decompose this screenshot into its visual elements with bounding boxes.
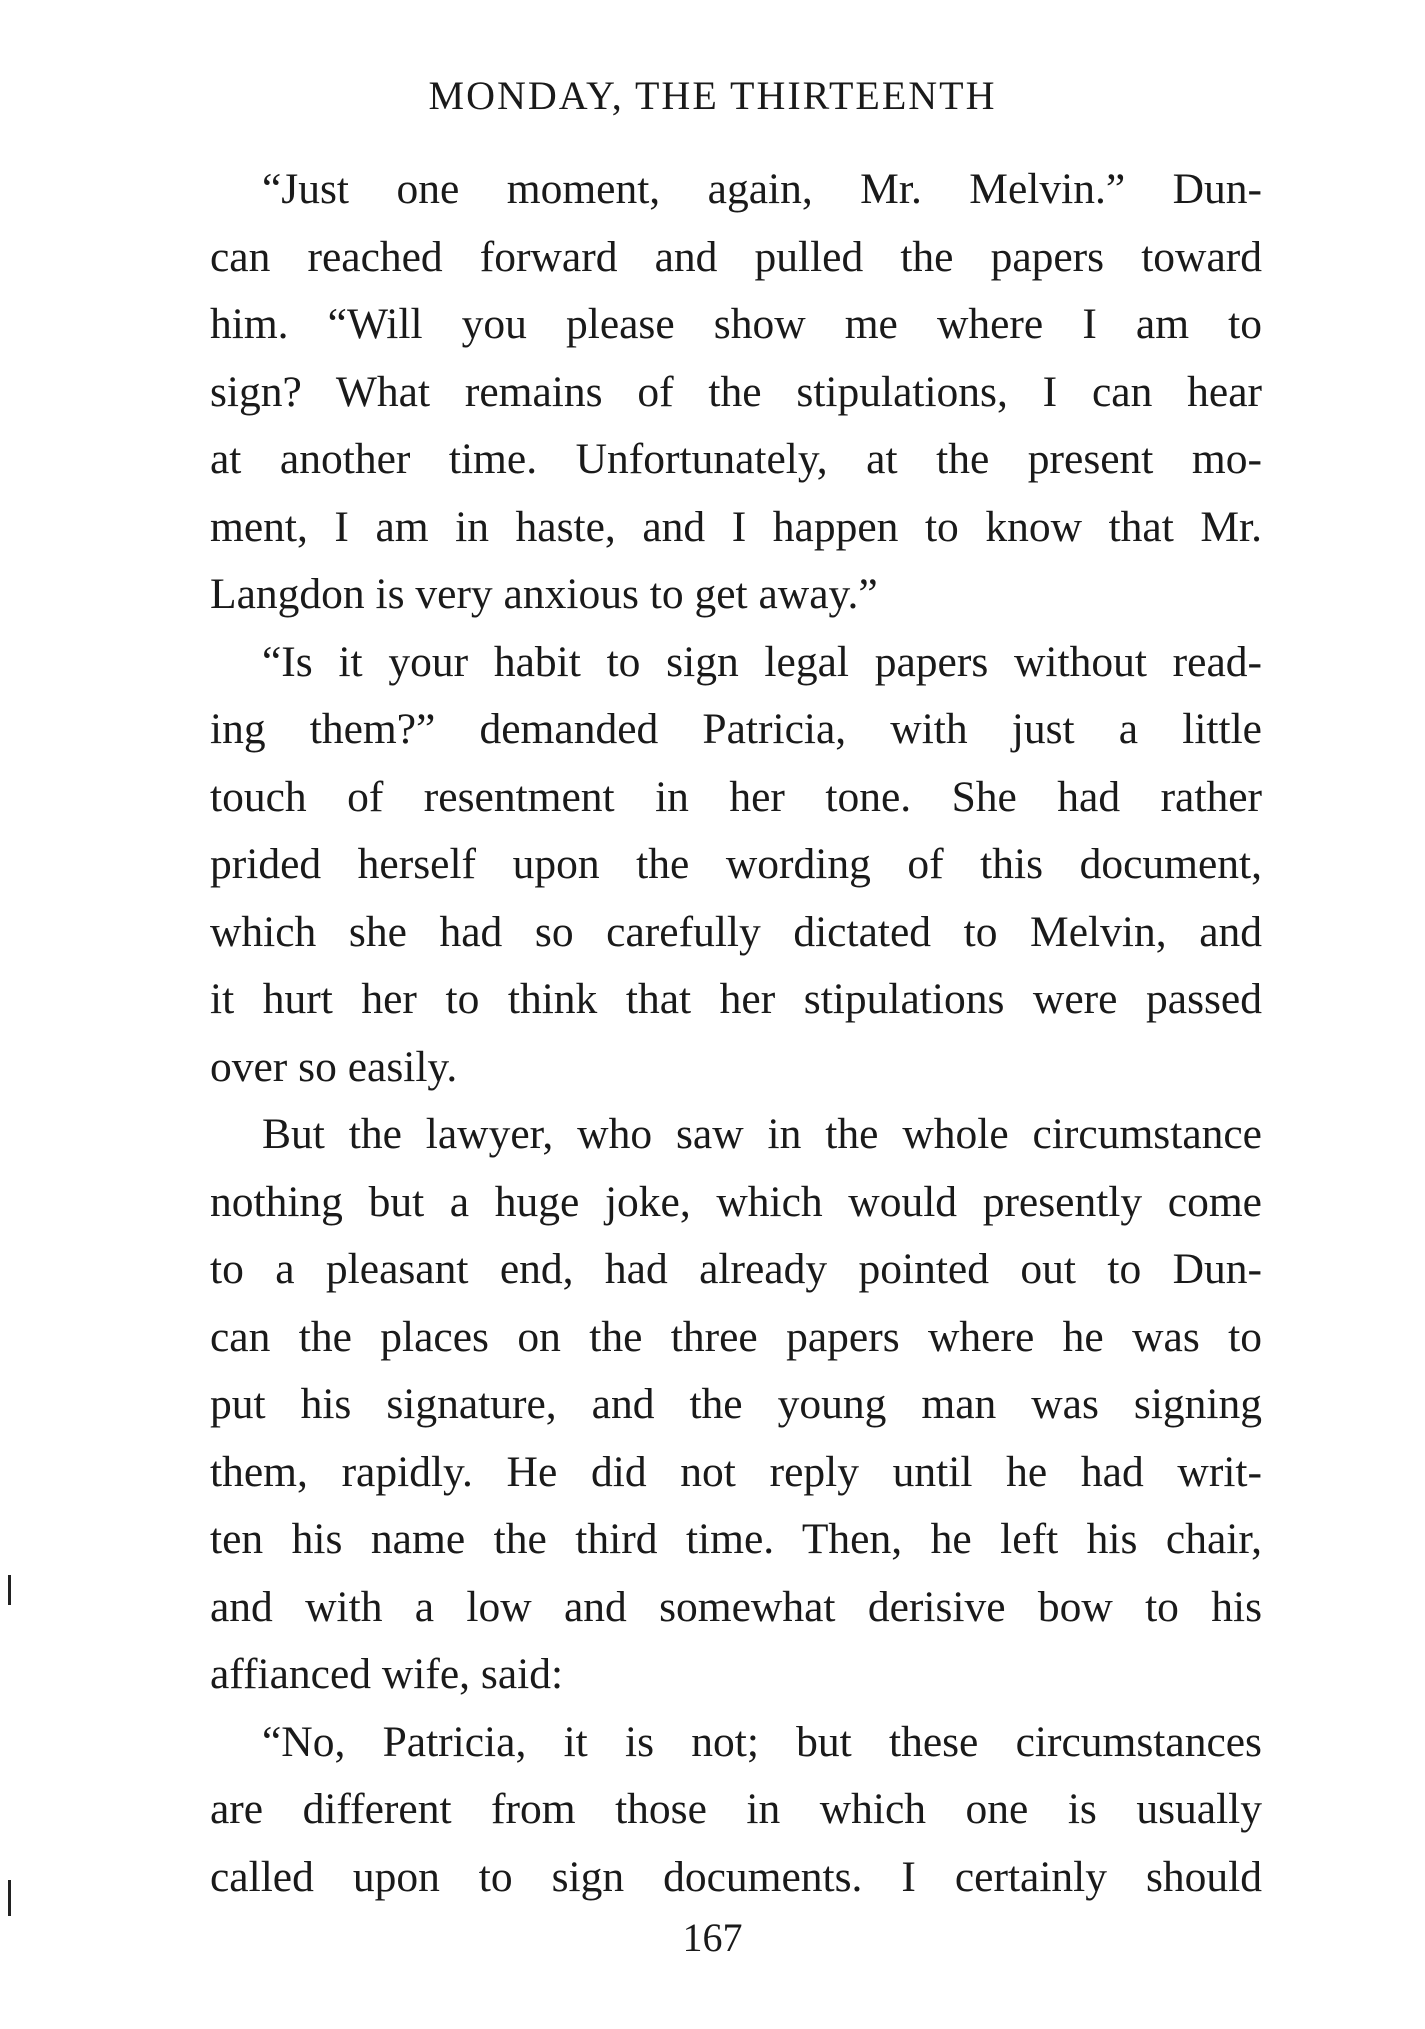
paragraph-3 xyxy=(210,1101,1262,1709)
text-line: and with a low and somewhat derisive bow to his xyxy=(210,1582,1262,1631)
text-line: at another time. Unfortunately, at the present mo- xyxy=(210,435,1262,483)
text-line: touch of resentment in her tone. She had rather xyxy=(210,772,1262,821)
scan-margin-mark xyxy=(8,1880,11,1916)
paragraph-1 xyxy=(210,156,1262,629)
scan-margin-mark xyxy=(8,1575,11,1605)
text-line: “Is it your habit to sign legal papers without read- xyxy=(262,637,1262,686)
text-line: But the lawyer, who saw in the whole circumstance xyxy=(262,1110,1262,1158)
text-line: nothing but a huge joke, which would presently come xyxy=(210,1177,1262,1226)
text-line: him. “Will you please show me where I am to xyxy=(210,300,1262,348)
text-line: affianced wife, said: xyxy=(210,1650,564,1698)
text-line: “No, Patricia, it is not; but these circumstances xyxy=(262,1717,1262,1766)
page-number: 167 xyxy=(682,1915,743,1960)
running-head: MONDAY, THE THIRTEENTH xyxy=(428,73,997,118)
text-line: are different from those in which one is usually xyxy=(210,1785,1262,1833)
text-line: ten his name the third time. Then, he left his chair, xyxy=(210,1515,1262,1563)
paragraph-4 xyxy=(210,1709,1262,1912)
text-line: can reached forward and pulled the papers toward xyxy=(210,232,1262,281)
text-line: them, rapidly. He did not reply until he had writ- xyxy=(210,1447,1262,1496)
text-line: put his signature, and the young man was signing xyxy=(210,1380,1262,1428)
text-line: it hurt her to think that her stipulations were passed xyxy=(210,975,1262,1023)
text-line: prided herself upon the wording of this document, xyxy=(210,840,1262,888)
paragraph-2 xyxy=(210,629,1262,1102)
text-line: Langdon is very anxious to get away.” xyxy=(210,570,878,618)
body-text xyxy=(210,156,1262,1911)
text-line: ing them?” demanded Patricia, with just a little xyxy=(210,705,1262,753)
text-line: can the places on the three papers where he was to xyxy=(210,1312,1262,1361)
text-line: which she had so carefully dictated to Melvin, and xyxy=(210,907,1262,956)
text-line: sign? What remains of the stipulations, I can hear xyxy=(210,367,1262,416)
text-line: to a pleasant end, had already pointed out to Dun- xyxy=(210,1245,1262,1293)
text-line: “Just one moment, again, Mr. Melvin.” Dun- xyxy=(262,165,1262,213)
text-line: ment, I am in haste, and I happen to know that Mr. xyxy=(210,502,1262,551)
text-line: called upon to sign documents. I certainly should xyxy=(210,1852,1262,1901)
text-line: over so easily. xyxy=(210,1042,458,1091)
